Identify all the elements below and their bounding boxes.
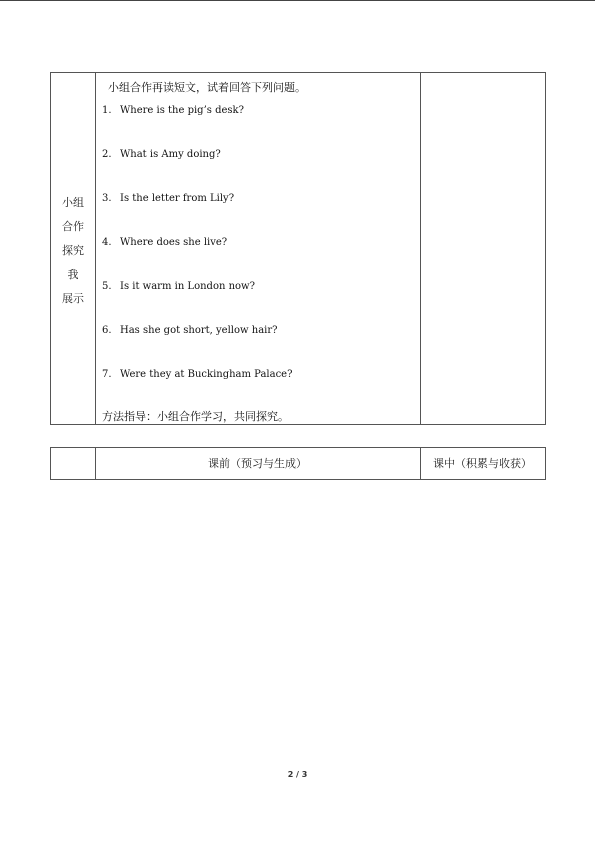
lesson-header-table bbox=[50, 447, 546, 480]
question-text: Where does she live? bbox=[120, 237, 228, 248]
question-item bbox=[102, 368, 292, 382]
question-number: 3. bbox=[102, 193, 112, 204]
instruction-text: 小组合作再读短文，试着回答下列问题。 bbox=[108, 81, 306, 94]
question-number: 5. bbox=[102, 281, 112, 292]
section-label-line: 展示 bbox=[62, 292, 84, 305]
question-item bbox=[102, 148, 221, 162]
column-divider bbox=[95, 73, 96, 424]
page-top-rule bbox=[0, 0, 595, 1]
question-number: 1. bbox=[102, 105, 112, 116]
question-number: 6. bbox=[102, 325, 112, 336]
question-item bbox=[102, 104, 244, 118]
question-item bbox=[102, 192, 234, 206]
column-divider bbox=[420, 73, 421, 424]
section-label-line: 探究 bbox=[62, 244, 84, 257]
question-item bbox=[102, 280, 255, 294]
section-label-line: 合作 bbox=[62, 220, 84, 233]
section-label-line: 小组 bbox=[62, 196, 84, 209]
header-before-class: 课前（预习与生成） bbox=[208, 457, 307, 470]
question-item bbox=[102, 236, 227, 250]
header-during-class: 课中（积累与收获） bbox=[433, 457, 532, 470]
group-activity-table bbox=[50, 72, 546, 425]
section-label-line: 我 bbox=[67, 268, 79, 281]
question-text: Has she got short, yellow hair? bbox=[120, 325, 278, 336]
question-number: 4. bbox=[102, 237, 112, 248]
section-label bbox=[51, 191, 95, 311]
question-item bbox=[102, 324, 278, 338]
page-number: 2 / 3 bbox=[287, 770, 308, 779]
question-text: What is Amy doing? bbox=[120, 149, 221, 160]
question-text: Were they at Buckingham Palace? bbox=[120, 369, 293, 380]
question-number: 7. bbox=[102, 369, 112, 380]
question-text: Where is the pig’s desk? bbox=[120, 105, 244, 116]
method-guidance: 方法指导：小组合作学习，共同探究。 bbox=[102, 410, 289, 423]
question-text: Is the letter from Lily? bbox=[120, 193, 235, 204]
question-number: 2. bbox=[102, 149, 112, 160]
question-text: Is it warm in London now? bbox=[120, 281, 255, 292]
